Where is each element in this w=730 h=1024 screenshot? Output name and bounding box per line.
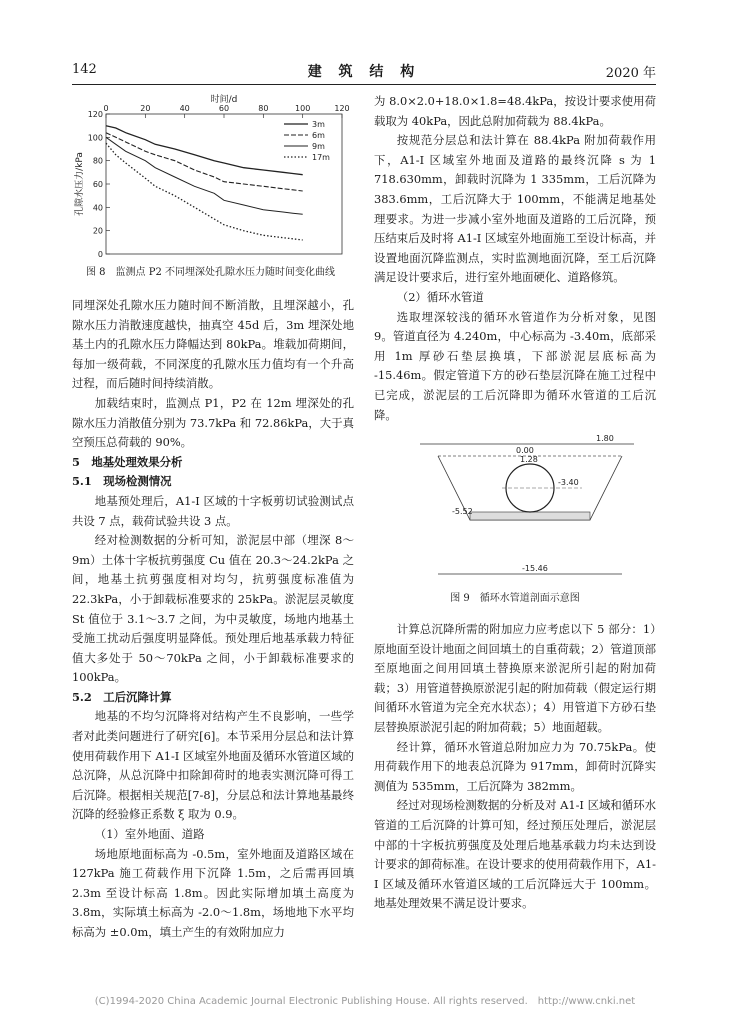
y-tick-label: 20 — [92, 226, 103, 236]
y-tick-label: 80 — [92, 156, 103, 166]
paragraph: 为 8.0×2.0+18.0×1.8=48.4kPa，按设计要求使用荷载取为 40kPa，因此总附加荷载为 88.4kPa。 — [374, 94, 656, 128]
subsection-heading: 5.2 工后沉降计算 — [72, 689, 172, 704]
paragraph: 地基的不均匀沉降将对结构产生不良影响，一些学者对此类问题进行了研究[6]。本节采用分层总和法计算使用荷载作用下 A1-I 区域室外地面及循环水管道区域的总沉降，从总沉降中扣除卸荷时的地表实测沉降可得工后沉降。根据相关规范[7-8]，分层总和法计算地基最终沉降的经验修正系数 ξ 取为 0.9。 — [72, 709, 354, 822]
legend-label: 3m — [312, 120, 325, 129]
page-header — [72, 62, 656, 84]
fig8-chart — [72, 92, 354, 266]
legend-label: 17m — [312, 153, 330, 162]
elev-label: 0.00 — [516, 446, 534, 455]
y-tick-label: 100 — [87, 133, 103, 143]
journal-title: 建 筑 结 构 — [307, 64, 421, 80]
elev-label: -15.46 — [522, 564, 548, 573]
section-heading: 5 地基处理效果分析 — [72, 454, 183, 469]
elev-label: -5.52 — [452, 507, 473, 516]
right-column-top — [374, 92, 656, 425]
x-tick-label: 80 — [258, 104, 269, 113]
y-axis-label: 孔隙水压力/kPa — [75, 152, 85, 216]
page-number: 142 — [72, 62, 97, 77]
x-tick-label: 60 — [218, 104, 230, 113]
fig8-caption: 图 8 监测点 P2 不同埋深处孔隙水压力随时间变化曲线 — [86, 267, 335, 278]
paragraph: 选取埋深较浅的循环水管道作为分析对象，见图 9。管道直径为 4.240m，中心标高为 -3.40m，底部采用 1m 厚砂石垫层换填，下部淤泥层底标高为 -15.46m。假定管道下方的砂石垫层沉降在施工过程中已完成，淤泥层的工后沉降即为循环水管道的工后沉降。 — [374, 309, 656, 422]
subsubsection-heading: （2）循环水管道 — [396, 289, 484, 304]
x-axis-label: 时间/d — [210, 95, 238, 105]
fig9-caption: 图 9 循环水管道剖面示意图 — [450, 593, 580, 604]
series-line-6m — [106, 133, 303, 191]
y-tick-label: 60 — [92, 180, 103, 189]
elev-label: -3.40 — [558, 478, 579, 487]
x-tick-label: 0 — [103, 104, 109, 113]
x-tick-label: 100 — [295, 104, 311, 113]
y-tick-label: 0 — [97, 250, 103, 259]
legend-label: 6m — [312, 131, 325, 140]
left-column — [72, 296, 354, 943]
elev-label: 1.80 — [596, 434, 614, 443]
x-tick-label: 40 — [179, 104, 190, 113]
copyright-footer: (C)1994-2020 China Academic Journal Electronic Publishing House. All rights reserved. http://www.cnki.net — [94, 996, 636, 1007]
series-line-3m — [106, 126, 303, 175]
paragraph: 加载结束时，监测点 P1，P2 在 12m 埋深处的孔隙水压力消散值分别为 73.7kPa 和 72.86kPa，大于真空预压总荷载的 90%。 — [72, 395, 354, 450]
paragraph: 地基预处理后，A1-I 区域的十字板剪切试验测试点共设 7 点，载荷试验共设 3 点。 — [72, 493, 354, 528]
y-tick-label: 120 — [87, 110, 103, 119]
x-tick-label: 120 — [334, 104, 350, 113]
elev-label: 1.28 — [520, 455, 538, 464]
paragraph: 同埋深处孔隙水压力随时间不断消散，且埋深越小，孔隙水压力消散速度越快，抽真空 45d 后，3m 埋深处地基土内的孔隙水压力降幅达到 80kPa。堆载加荷期间，每加一级荷载，不同深度的孔隙水压力值均有一个升高过程，而后随时间持续消散。 — [72, 298, 354, 391]
right-column-bottom — [374, 620, 656, 914]
paragraph: 经计算，循环水管道总附加应力为 70.75kPa。使用荷载作用下的地表总沉降为 917mm，卸荷时沉降实测值为 535mm，工后沉降为 382mm。 — [374, 739, 656, 793]
paragraph: 经对检测数据的分析可知，淤泥层中部（埋深 8～9m）土体十字板抗剪强度 Cu 值在 20.3～24.2kPa 之间，地基土抗剪强度相对均匀，抗剪强度标准值为 22.3kPa，小于卸载标准要求的 25kPa。淤泥层灵敏度 St 值位于 3.1～3.7 之间，为中灵敏度，场地内地基土受施工扰动后强度明显降低。预处理后地基承载力特征值大多处于 50～70kPa 之间，小于卸载标准要求的 100kPa。 — [72, 533, 354, 685]
fig9-diagram — [412, 432, 652, 582]
sand-cushion — [470, 512, 590, 520]
paragraph: 计算总沉降所需的附加应力应考虑以下 5 部分：1）原地面至设计地面之间回填土的自重荷载；2）管道顶部至原地面之间用回填土替换原来淤泥所引起的附加荷载；3）用管道替换原淤泥引起的附加荷载（假定运行期间循环水管道为完全充水状态）；4）用管道下方砂石垫层替换原淤泥引起的附加荷载；5）地面超载。 — [374, 622, 656, 734]
paragraph: 经过对现场检测数据的分析及对 A1-I 区域和循环水管道的工后沉降的计算可知，经过预压处理后，淤泥层中部的十字板抗剪强度及处理后地基承载力均未达到设计要求的卸荷标准。在设计要求的使用荷载作用下，A1-I 区域及循环水管道区域的工后沉降远大于 100mm。地基处理效果不满足设计要求。 — [374, 798, 656, 911]
journal-year: 2020 年 — [605, 66, 656, 81]
header-rule — [72, 84, 656, 85]
y-tick-label: 40 — [92, 203, 103, 213]
legend-label: 9m — [312, 142, 325, 151]
subsubsection-heading: （1）室外地面、道路 — [94, 827, 205, 842]
series-line-9m — [106, 137, 303, 214]
x-tick-label: 20 — [140, 104, 151, 113]
paragraph: 按规范分层总和法计算在 88.4kPa 附加荷载作用下，A1-I 区域室外地面及道路的最终沉降 s 为 1 718.630mm，卸载时沉降为 1 335mm，工后沉降为 383.6mm，工后沉降大于 100mm，不能满足地基处理要求。为进一步减小室外地面及道路的工后沉降，预压结束后及时将 A1-I 区域室外地面施工至设计标高，并设置地面沉降监测点，实时监测地面沉降，至工后沉降满足设计要求后，进行室外地面硬化、道路修筑。 — [374, 133, 656, 285]
paragraph: 场地原地面标高为 -0.5m，室外地面及道路区域在 127kPa 施工荷载作用下沉降 1.5m，之后需再回填 2.3m 至设计标高 1.8m。因此实际增加填土高度为 3.8m，实际填土标高为 -2.0～1.8m，场地地下水平均标高为 ±0.0m，填土产生的有效附加应力 — [72, 846, 354, 939]
subsection-heading: 5.1 现场检测情况 — [72, 474, 172, 489]
